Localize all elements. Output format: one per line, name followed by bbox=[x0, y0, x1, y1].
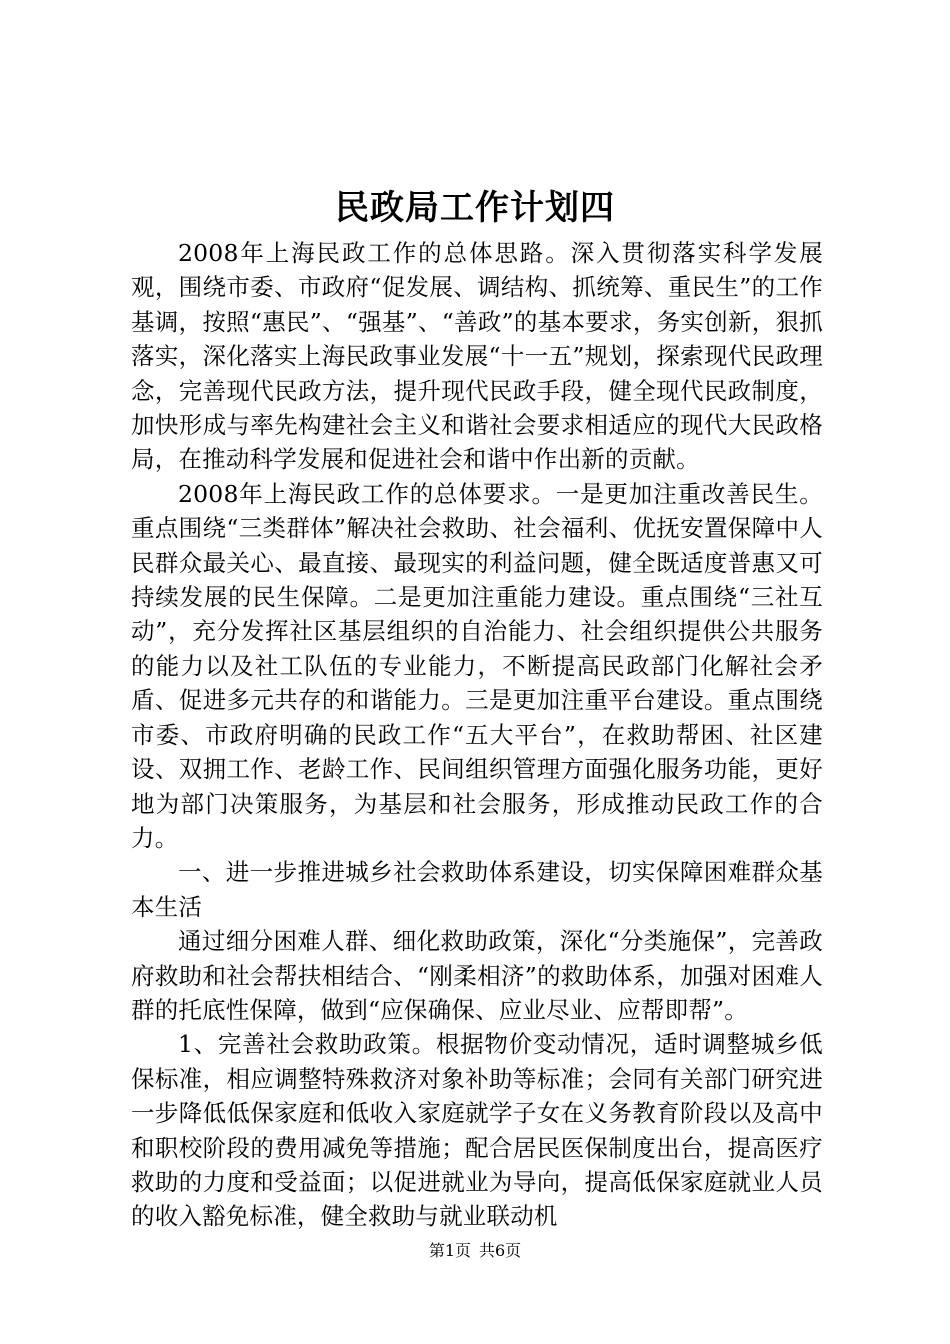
page-number-current: 第1页 bbox=[428, 1241, 471, 1260]
document-title: 民政局工作计划四 bbox=[335, 188, 615, 228]
paragraph-assistance-system: 通过细分困难人群、细化救助政策，深化“分类施保”，完善政府救助和社会帮扶相结合、“刚柔相济”的救助体系，加强对困难人群的托底性保障，做到“应保确保、应业尽业、应帮即帮”。 bbox=[131, 927, 823, 1024]
document-body bbox=[131, 236, 823, 1234]
section-heading-social-assistance: 一、进一步推进城乡社会救助体系建设，切实保障困难群众基本生活 bbox=[131, 858, 823, 921]
paragraph-assistance-policy: 1、完善社会救助政策。根据物价变动情况，适时调整城乡低保标准，相应调整特殊救济对象补助等标准；会同有关部门研究进一步降低低保家庭和低收入家庭就学子女在义务教育阶段以及高中和职校阶段的费用减免等措施；配合居民医保制度出台，提高医疗救助的力度和受益面；以促进就业为导向，提高低保家庭就业人员的收入豁免标准，健全救助与就业联动机 bbox=[131, 1030, 823, 1231]
paragraph-overall-thinking: 2008年上海民政工作的总体思路。深入贯彻落实科学发展观，围绕市委、市政府“促发展、调结构、抓统筹、重民生”的工作基调，按照“惠民”、“强基”、“善政”的基本要求，务实创新，狠抓落实，深化落实上海民政事业发展“十一五”规划，探索现代民政理念，完善现代民政方法，提升现代民政手段，健全现代民政制度，加快形成与率先构建社会主义和谐社会要求相适应的现代大民政格局，在推动科学发展和促进社会和谐中作出新的贡献。 bbox=[131, 239, 823, 474]
page-number-total: 共6页 bbox=[479, 1241, 522, 1260]
paragraph-overall-requirements: 2008年上海民政工作的总体要求。一是更加注重改善民生。重点围绕“三类群体”解决社会救助、社会福利、优抚安置保障中人民群众最关心、最直接、最现实的利益问题，健全既适度普惠又可持续发展的民生保障。二是更加注重能力建设。重点围绕“三社互动”，充分发挥社区基层组织的自治能力、社会组织提供公共服务的能力以及社工队伍的专业能力，不断提高民政部门化解社会矛盾、促进多元共存的和谐能力。三是更加注重平台建设。重点围绕市委、市政府明确的民政工作“五大平台”，在救助帮困、社区建设、双拥工作、老龄工作、民间组织管理方面强化服务功能，更好地为部门决策服务，为基层和社会服务，形成推动民政工作的合力。 bbox=[131, 479, 823, 852]
page-footer bbox=[0, 1240, 950, 1262]
